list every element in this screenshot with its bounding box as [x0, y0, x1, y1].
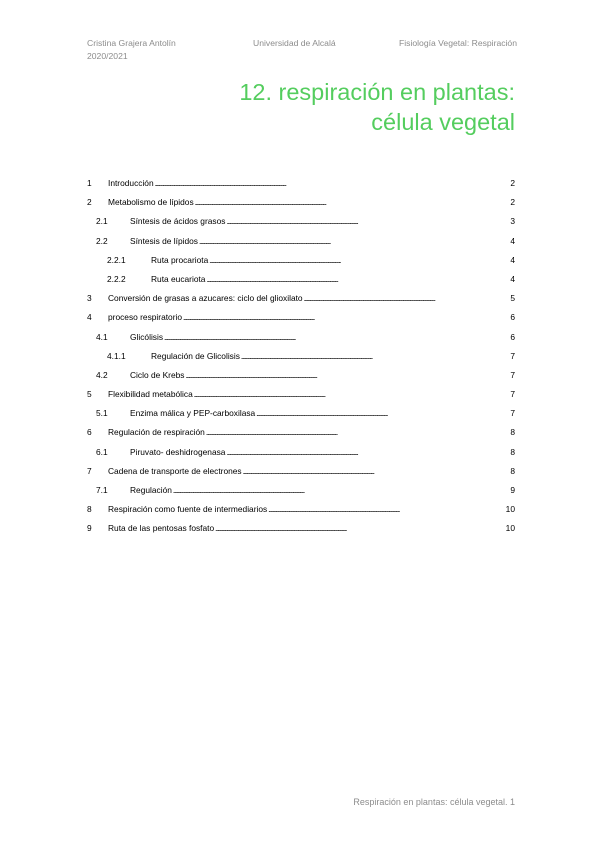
toc-entry-label: Ciclo de Krebs — [130, 369, 185, 380]
toc-entry-label: Síntesis de lípidos — [130, 235, 198, 246]
header-university: Universidad de Alcalá — [253, 38, 336, 48]
toc-entry[interactable] — [87, 328, 515, 347]
toc-entry-label: Síntesis de ácidos grasos — [130, 216, 226, 227]
toc-dot-leader — [226, 443, 504, 463]
toc-entry[interactable] — [87, 443, 515, 462]
toc-entry-text — [108, 500, 515, 520]
toc-entry-text — [108, 385, 515, 405]
toc-entry-number: 2.1 — [96, 216, 108, 227]
toc-entry-page: 6 — [510, 312, 515, 323]
toc-entry-text — [130, 328, 515, 348]
toc-dot-leader — [206, 423, 504, 443]
toc-entry-page: 7 — [510, 389, 515, 400]
toc-entry[interactable] — [87, 251, 515, 270]
toc-dot-leader — [243, 462, 504, 482]
toc-entry-number: 1 — [87, 178, 92, 188]
toc-entry-page: 10 — [505, 504, 515, 515]
toc-dot-leader — [268, 500, 504, 520]
toc-entry[interactable] — [87, 212, 515, 231]
title-line-2: célula vegetal — [371, 109, 515, 135]
toc-entry-text — [151, 251, 515, 271]
toc-entry[interactable] — [87, 423, 515, 442]
toc-entry-number: 9 — [87, 523, 92, 534]
toc-entry[interactable] — [87, 385, 515, 404]
toc-entry-number: 6 — [87, 427, 92, 438]
toc-entry-number: 2 — [87, 197, 92, 208]
toc-entry-number: 6.1 — [96, 446, 108, 457]
toc-entry-text — [130, 443, 515, 463]
toc-entry-text — [108, 174, 515, 194]
toc-entry-page: 8 — [510, 465, 515, 476]
toc-entry[interactable] — [87, 519, 515, 538]
toc-entry-number: 5.1 — [96, 408, 108, 419]
toc-entry[interactable] — [87, 404, 515, 423]
toc-entry-label: proceso respiratorio — [108, 312, 183, 323]
title-line-1: 12. respiración en plantas: — [239, 79, 515, 105]
toc-entry[interactable] — [87, 174, 515, 193]
toc-entry-label: Piruvato- deshidrogenasa — [130, 446, 226, 457]
toc-entry-page: 5 — [510, 293, 515, 304]
toc-entry-label: Regulación de Glicolisis — [151, 350, 240, 361]
page-footer: Respiración en plantas: célula vegetal. 1 — [353, 797, 515, 807]
toc-entry-label: Introducción — [108, 178, 154, 188]
toc-entry-label: Ruta de las pentosas fosfato — [108, 523, 215, 534]
toc-entry[interactable] — [87, 347, 515, 366]
toc-entry-text — [151, 270, 515, 290]
toc-dot-leader — [173, 481, 504, 501]
toc-entry[interactable] — [87, 308, 515, 327]
toc-entry[interactable] — [87, 366, 515, 385]
toc-dot-leader — [185, 366, 504, 386]
toc-entry-label: Regulación — [130, 485, 172, 495]
toc-entry-page: 4 — [510, 235, 515, 246]
toc-dot-leader — [206, 270, 504, 290]
table-of-contents — [87, 174, 515, 539]
toc-entry[interactable] — [87, 232, 515, 251]
toc-entry-number: 3 — [87, 293, 92, 304]
toc-entry-number: 4.2 — [96, 369, 108, 380]
toc-entry-number: 4.1.1 — [107, 350, 126, 361]
toc-entry-number: 5 — [87, 389, 92, 400]
toc-entry-page: 7 — [510, 408, 515, 419]
toc-dot-leader — [215, 519, 504, 539]
toc-entry[interactable] — [87, 289, 515, 308]
toc-entry-label: Ruta eucariota — [151, 273, 206, 284]
toc-entry-text — [108, 519, 515, 539]
toc-entry-number: 2.2.1 — [107, 254, 126, 265]
toc-entry-page: 8 — [510, 446, 515, 457]
toc-entry-number: 7 — [87, 465, 92, 476]
page-header — [87, 38, 517, 68]
toc-entry-label: Enzima málica y PEP-carboxilasa — [130, 408, 256, 419]
toc-entry[interactable] — [87, 481, 515, 500]
toc-entry-number: 4 — [87, 312, 92, 323]
toc-dot-leader — [183, 308, 504, 328]
toc-entry-text — [151, 347, 515, 367]
toc-entry-page: 7 — [510, 369, 515, 380]
toc-entry-label: Metabolismo de lípidos — [108, 197, 194, 208]
toc-entry-page: 9 — [510, 485, 515, 495]
toc-entry-page: 3 — [510, 216, 515, 227]
toc-entry-label: Flexibilidad metabólica — [108, 389, 193, 400]
toc-entry-text — [108, 462, 515, 482]
toc-entry-text — [108, 193, 515, 213]
toc-entry-page: 7 — [510, 350, 515, 361]
toc-entry-page: 2 — [510, 178, 515, 188]
toc-dot-leader — [209, 251, 504, 271]
toc-dot-leader — [194, 385, 504, 405]
toc-dot-leader — [164, 328, 504, 348]
toc-dot-leader — [256, 404, 504, 424]
toc-dot-leader — [195, 193, 504, 213]
header-year: 2020/2021 — [87, 51, 128, 61]
toc-entry-text — [130, 404, 515, 424]
toc-entry-label: Regulación de respiración — [108, 427, 205, 438]
toc-entry-label: Conversión de grasas a azucares: ciclo del glioxilato — [108, 293, 303, 304]
toc-entry-page: 2 — [510, 197, 515, 208]
toc-entry-text — [130, 212, 515, 232]
toc-entry-text — [108, 289, 515, 309]
toc-entry-number: 7.1 — [96, 485, 108, 495]
toc-entry[interactable] — [87, 270, 515, 289]
toc-entry-page: 4 — [510, 254, 515, 265]
document-title — [239, 77, 515, 137]
toc-entry-page: 8 — [510, 427, 515, 438]
toc-dot-leader — [241, 347, 504, 367]
toc-entry-number: 8 — [87, 504, 92, 515]
toc-dot-leader — [304, 289, 504, 309]
toc-entry-number: 4.1 — [96, 331, 108, 342]
toc-entry-text — [130, 366, 515, 386]
toc-entry-page: 4 — [510, 273, 515, 284]
toc-entry-text — [108, 423, 515, 443]
toc-entry-label: Ruta procariota — [151, 254, 209, 265]
toc-entry-text — [130, 232, 515, 252]
toc-entry-number: 2.2.2 — [107, 273, 126, 284]
toc-entry[interactable] — [87, 193, 515, 212]
header-subject: Fisiología Vegetal: Respiración — [399, 38, 517, 48]
toc-entry-text — [130, 481, 515, 501]
toc-entry-page: 6 — [510, 331, 515, 342]
toc-entry[interactable] — [87, 500, 515, 519]
toc-entry-label: Respiración como fuente de intermediarios — [108, 504, 268, 515]
toc-dot-leader — [199, 232, 504, 252]
toc-entry-page: 10 — [505, 523, 515, 534]
toc-dot-leader — [155, 174, 504, 194]
toc-entry[interactable] — [87, 462, 515, 481]
toc-entry-label: Glicólisis — [130, 331, 164, 342]
toc-entry-text — [108, 308, 515, 328]
toc-entry-label: Cadena de transporte de electrones — [108, 465, 242, 476]
header-author: Cristina Grajera Antolín — [87, 38, 176, 48]
toc-entry-number: 2.2 — [96, 235, 108, 246]
toc-dot-leader — [226, 212, 504, 232]
